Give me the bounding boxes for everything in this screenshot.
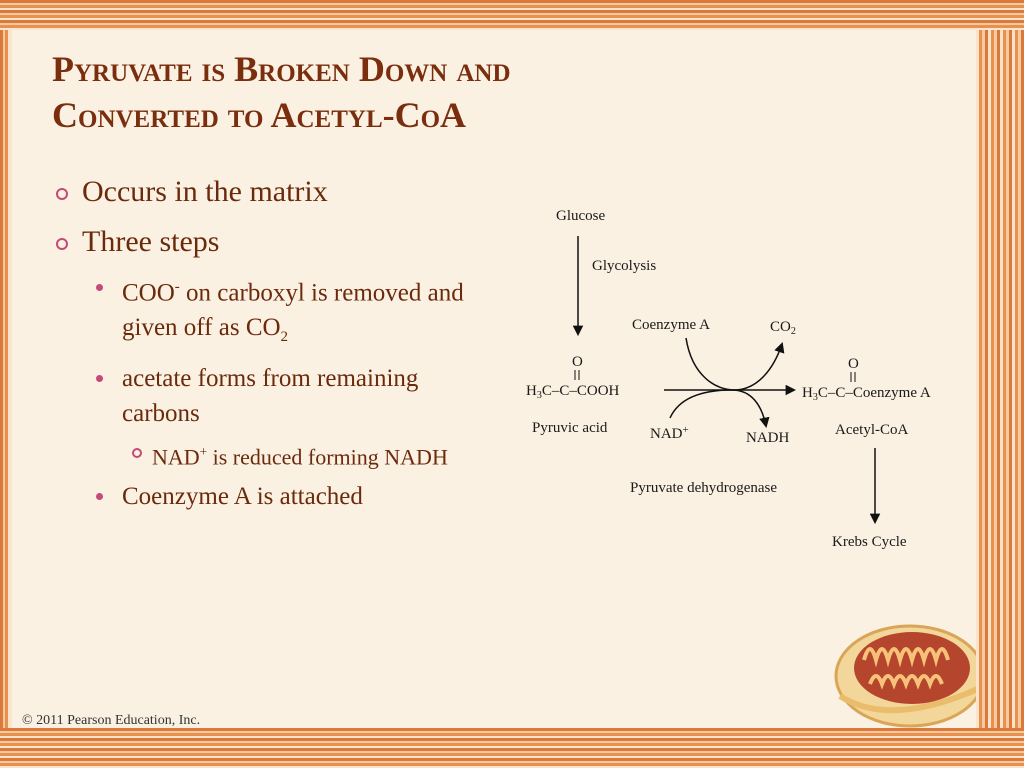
coo-text-rest: on carboxyl is removed and given off as CO bbox=[122, 279, 464, 342]
nad-text: NAD bbox=[152, 444, 200, 470]
title-line-1: Pyruvate is Broken Down and bbox=[52, 49, 511, 89]
acetyl-oxygen: O bbox=[848, 356, 859, 372]
nad-text-rest: is reduced forming NADH bbox=[207, 444, 448, 470]
right-stripe-border bbox=[976, 30, 1024, 728]
nad-nadh-curve-arrow bbox=[670, 390, 766, 426]
sub-sub-bullet-nad bbox=[122, 437, 482, 472]
coo-superscript: - bbox=[174, 279, 180, 295]
nad-plus: + bbox=[682, 424, 689, 436]
pyruvic-h: H bbox=[526, 383, 537, 399]
pyruvic-acid-label: Pyruvic acid bbox=[532, 420, 608, 436]
co2-sub: 2 bbox=[790, 326, 796, 337]
acetyl-formula bbox=[802, 385, 931, 403]
krebs-cycle-label: Krebs Cycle bbox=[832, 534, 907, 550]
acetyl-h: H bbox=[802, 385, 813, 401]
pyruvic-oxygen: O bbox=[572, 354, 583, 370]
left-stripe-border bbox=[0, 30, 12, 728]
acetyl-sub3: 3 bbox=[812, 392, 818, 403]
nad-label bbox=[650, 424, 689, 442]
pyruvate-conversion-diagram bbox=[520, 196, 980, 556]
pyruvic-sub3: 3 bbox=[536, 390, 542, 401]
bullet-matrix: Occurs in the matrix bbox=[52, 174, 482, 210]
co2-label bbox=[770, 319, 796, 337]
top-stripe-border bbox=[0, 0, 1024, 30]
co2-co: CO bbox=[770, 319, 791, 335]
copyright-notice: © 2011 Pearson Education, Inc. bbox=[22, 713, 201, 728]
sub-bullet-coo bbox=[92, 270, 482, 355]
acetyl-coa-label: Acetyl-CoA bbox=[835, 422, 909, 438]
glycolysis-label: Glycolysis bbox=[592, 258, 657, 274]
coo-text: COO bbox=[122, 279, 175, 307]
glucose-label: Glucose bbox=[556, 208, 606, 224]
pyruvate-dehydrogenase-label: Pyruvate dehydrogenase bbox=[630, 480, 778, 496]
sub-bullet-coenzyme: Coenzyme A is attached bbox=[92, 479, 482, 514]
bottom-stripe-border bbox=[0, 728, 1024, 768]
nad-superscript: + bbox=[199, 444, 208, 460]
bullet-list bbox=[52, 174, 482, 524]
nadh-label: NADH bbox=[746, 430, 790, 446]
pyruvic-rest: C–C–COOH bbox=[541, 383, 620, 399]
coenzyme-co2-curve-arrow bbox=[686, 338, 782, 390]
bullet-three-steps: Three steps bbox=[52, 224, 482, 260]
acetyl-rest: C–C–Coenzyme A bbox=[817, 385, 931, 401]
sub-bullet-acetate: acetate forms from remaining carbons bbox=[92, 361, 482, 431]
pyruvic-formula bbox=[526, 383, 620, 401]
slide-title bbox=[52, 46, 752, 138]
nad-text-label: NAD bbox=[650, 426, 683, 442]
title-line-2: Converted to Acetyl-CoA bbox=[52, 95, 467, 135]
mitochondrion-illustration bbox=[820, 600, 976, 728]
co2-subscript: 2 bbox=[280, 329, 289, 346]
coenzyme-a-label: Coenzyme A bbox=[632, 317, 710, 333]
